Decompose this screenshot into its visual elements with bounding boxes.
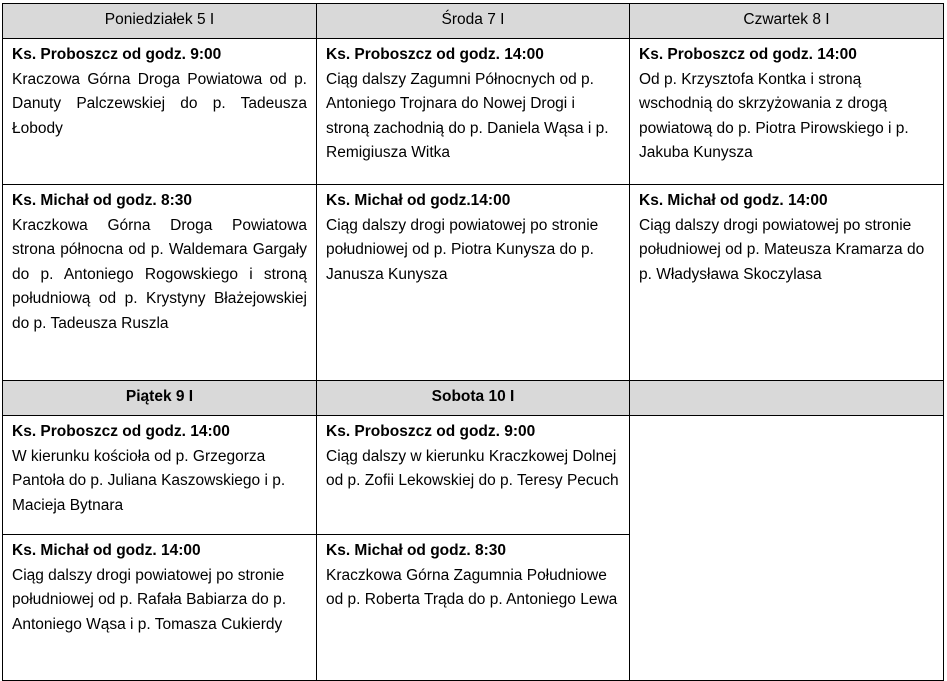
day-header-empty bbox=[630, 381, 944, 416]
day-header-friday: Piątek 9 I bbox=[3, 381, 317, 416]
route-text: Ciąg dalszy w kierunku Kraczkowej Dolnej od p. Zofii Lekowskiej do p. Teresy Pecuch bbox=[326, 447, 619, 489]
route-text: Kraczkowa Górna Droga Powiatowa strona północna od p. Waldemara Gargały do p. Antoniego Rogowskiego i stroną południową od p. Krystyny Błażejowskiej do p. Tadeusza Ruszla bbox=[12, 216, 307, 332]
day-header-wednesday: Środa 7 I bbox=[317, 4, 630, 39]
priest-label: Ks. Proboszcz od godz. 14:00 bbox=[639, 46, 857, 63]
priest-label: Ks. Proboszcz od godz. 9:00 bbox=[326, 423, 536, 440]
cell-monday-michal bbox=[3, 185, 317, 381]
header-row-week1 bbox=[3, 4, 944, 39]
cell-wednesday-proboszcz bbox=[317, 39, 630, 185]
cell-saturday-proboszcz bbox=[317, 416, 630, 535]
priest-label: Ks. Proboszcz od godz. 14:00 bbox=[326, 46, 544, 63]
route-text: Ciąg dalszy drogi powiatowej po stronie południowej od p. Piotra Kunysza do p. Janusza Kunysza bbox=[326, 216, 599, 283]
day-header-saturday: Sobota 10 I bbox=[317, 381, 630, 416]
cell-empty bbox=[630, 416, 944, 681]
route-text: Kraczkowa Górna Zagumnia Południowe od p. Roberta Trąda do p. Antoniego Lewa bbox=[326, 566, 618, 608]
priest-label: Ks. Proboszcz od godz. 9:00 bbox=[12, 46, 222, 63]
cell-thursday-proboszcz bbox=[630, 39, 944, 185]
cell-monday-proboszcz bbox=[3, 39, 317, 185]
route-text: W kierunku kościoła od p. Grzegorza Pantoła do p. Juliana Kaszowskiego i p. Macieja Bytnara bbox=[12, 447, 286, 514]
priest-label: Ks. Michał od godz. 8:30 bbox=[12, 192, 192, 209]
cell-friday-proboszcz bbox=[3, 416, 317, 535]
cell-friday-michal bbox=[3, 535, 317, 681]
proboszcz-row-week1 bbox=[3, 39, 944, 185]
route-text: Od p. Krzysztofa Kontka i stroną wschodnią do skrzyżowania z drogą powiatową do p. Piotra Pirowskiego i p. Jakuba Kunysza bbox=[639, 70, 909, 161]
route-text: Ciąg dalszy drogi powiatowej po stronie południowej od p. Rafała Babiarza do p. Antoniego Wąsa i p. Tomasza Cukierdy bbox=[12, 566, 287, 633]
route-text: Ciąg dalszy drogi powiatowej po stronie południowej od p. Mateusza Kramarza do p. Władysława Skoczylasa bbox=[639, 216, 925, 283]
priest-label: Ks. Michał od godz. 14:00 bbox=[639, 192, 828, 209]
cell-saturday-michal bbox=[317, 535, 630, 681]
proboszcz-row-week2 bbox=[3, 416, 944, 535]
day-header-thursday: Czwartek 8 I bbox=[630, 4, 944, 39]
priest-label: Ks. Michał od godz.14:00 bbox=[326, 192, 511, 209]
cell-thursday-michal bbox=[630, 185, 944, 381]
schedule-table bbox=[2, 3, 944, 681]
michal-row-week1 bbox=[3, 185, 944, 381]
route-text: Ciąg dalszy Zagumni Północnych od p. Antoniego Trojnara do Nowej Drogi i stroną zachodnią do p. Daniela Wąsa i p. Remigiusza Witka bbox=[326, 70, 609, 161]
header-row-week2 bbox=[3, 381, 944, 416]
day-header-monday: Poniedziałek 5 I bbox=[3, 4, 317, 39]
priest-label: Ks. Proboszcz od godz. 14:00 bbox=[12, 423, 230, 440]
priest-label: Ks. Michał od godz. 8:30 bbox=[326, 542, 506, 559]
priest-label: Ks. Michał od godz. 14:00 bbox=[12, 542, 201, 559]
cell-wednesday-michal bbox=[317, 185, 630, 381]
route-text: Kraczowa Górna Droga Powiatowa od p. Danuty Palczewskiej do p. Tadeusza Łobody bbox=[12, 70, 307, 137]
